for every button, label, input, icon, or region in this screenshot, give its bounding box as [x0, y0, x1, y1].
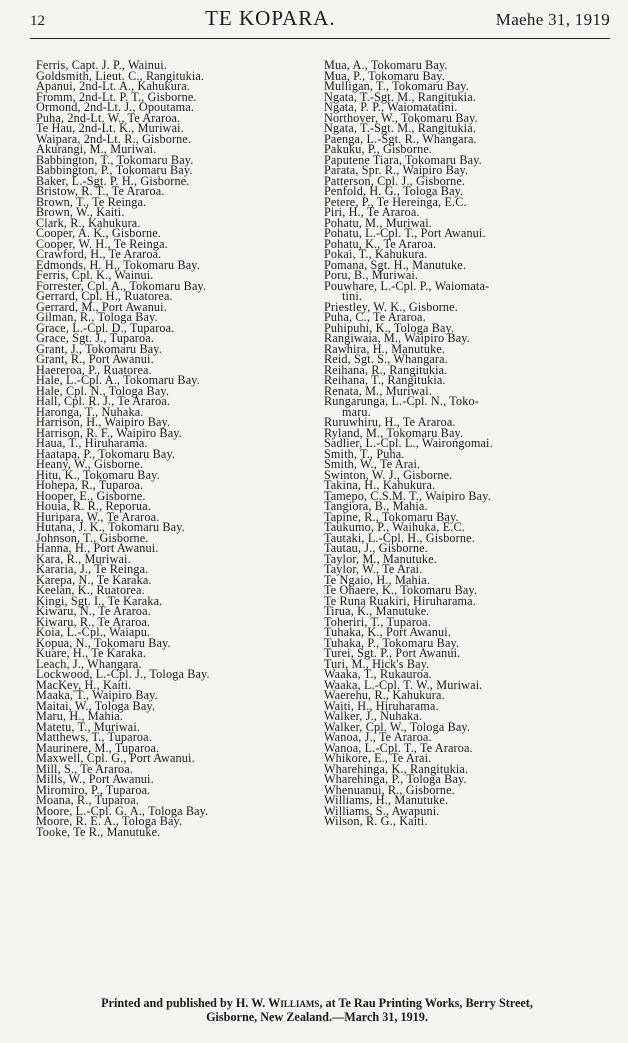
roll-entry: Babbington, P., Tokomaru Bay.	[36, 163, 193, 177]
roll-entry: Toheriri, T., Tuparoa.	[324, 614, 431, 629]
roll-entry: Te Ohaere, K., Tokomaru Bay.	[324, 583, 478, 597]
imprint-footer	[24, 996, 610, 1024]
roll-entry: Pouwhare, L.-Cpl. P., Waiomata-	[324, 278, 490, 293]
header-rule	[30, 38, 610, 39]
roll-entry: Moore, R. E. A., Tologa Bay.	[36, 814, 183, 828]
roll-entry: Waiti, H., Hiruharama.	[324, 698, 439, 713]
roll-entry: Grace, L.-Cpl. D., Tuparoa.	[36, 320, 175, 335]
roll-entry: Grant, J., Tokomaru Bay.	[36, 341, 162, 356]
roll-entry: Harrison, H., Waipiro Bay.	[36, 415, 171, 429]
roll-entry: Grace, Sgt. J., Tuparoa.	[36, 331, 155, 345]
roll-entry: Whikore, E., Te Arai.	[324, 751, 432, 765]
imprint-line-1	[24, 996, 610, 1010]
roll-entry: Wharehinga, K., Rangitukia.	[324, 761, 469, 776]
roll-entry: Hohepa, R., Tuparoa.	[36, 478, 144, 492]
roll-entry: Tirua, K., Manutuke.	[324, 604, 430, 618]
roll-entry: MacKey, H., Kaiti.	[36, 677, 132, 692]
roll-entry: Waerehu, R., Kahukura.	[324, 688, 445, 702]
roll-entry: Goldsmith, Lieut. C., Rangitukia.	[36, 68, 205, 83]
roll-entry: Waaka, L.-Cpl. T. W., Muriwai.	[324, 677, 483, 692]
roll-entry: Maxwell, Cpl. G., Port Awanui.	[36, 751, 195, 765]
roll-entry: tini.	[342, 289, 363, 303]
roll-entry: Pokai, T., Kahukura.	[324, 247, 428, 261]
roll-entry: Ferris, Capt. J. P., Wainui.	[36, 58, 167, 72]
roll-entry: Te Hau, 2nd-Lt. K., Muriwai.	[36, 121, 184, 135]
roll-entry: Williams, S., Awapuni.	[324, 803, 440, 818]
issue-date: Maehe 31, 1919	[495, 10, 610, 29]
roll-entry: Fromm, 2nd-Lt. P. T., Gisborne.	[36, 89, 197, 104]
roll-entry: Puha, C., Te Araroa.	[324, 310, 426, 324]
roll-entry: Ngata, P. P., Waiomatatini.	[324, 100, 458, 114]
roll-entry: Puha, 2nd-Lt. W., Te Araroa.	[36, 110, 181, 125]
roll-entry: Lockwood, L.-Cpl. J., Tologa Bay.	[36, 667, 210, 681]
roll-entry: Moore, L.-Cpl. G. A., Tologa Bay.	[36, 803, 209, 818]
roll-entry: Koia, L.-Cpl., Waiapu.	[36, 625, 151, 639]
roll-entry: Pomana, Sgt. H., Manutuke.	[324, 257, 467, 272]
roll-entry: Puhipuhi, K., Tologa Bay.	[324, 320, 455, 335]
roll-entry: Williams, H., Manutuke.	[324, 793, 449, 807]
page-header	[30, 6, 610, 34]
roll-entry: Te Runa Ruakiri, Hiruharama.	[324, 593, 476, 608]
roll-entry: Keelan, K., Ruatorea.	[36, 583, 145, 597]
roll-entry: Crawford, H., Te Araroa.	[36, 247, 162, 261]
roll-entry: Taukumo, P., Waihuka, E.C.	[324, 520, 465, 534]
roll-entry: Tooke, Te R., Manutuke.	[36, 824, 161, 839]
roll-entry: Wanoa, L.-Cpl. T., Te Araroa.	[324, 740, 473, 755]
roll-entry: Renata, M., Muriwai.	[324, 383, 432, 398]
roll-entry: Gerrard, Cpl. H., Ruatorea.	[36, 289, 173, 303]
roll-entry: Johnson, T., Gisborne.	[36, 530, 149, 545]
roll-entry: Matthews, T., Tuparoa.	[36, 730, 152, 744]
roll-entry: Waaka, T., Rukauroa.	[324, 667, 432, 681]
names-column-right	[324, 60, 614, 827]
roll-entry: Maurinere, M., Tuparoa.	[36, 740, 160, 755]
roll-entry: Tuhaka, P., Tokomaru Bay.	[324, 635, 460, 650]
roll-entry: Maru, H., Mahia.	[36, 709, 124, 723]
roll-entry: Rangiwaia, M., Waipiro Bay.	[324, 331, 470, 345]
roll-entry: Reid, Sgt. S., Whangara.	[324, 352, 448, 366]
roll-entry: Ormond, 2nd-Lt. J., Opoutama.	[36, 100, 195, 114]
roll-entry: Hale, L.-Cpl. A., Tokomaru Bay.	[36, 373, 200, 387]
roll-entry: Mill, S., Te Araroa.	[36, 761, 134, 776]
roll-entry: Kara, R., Muriwai.	[36, 551, 131, 566]
roll-entry: Moana, R., Tuparoa.	[36, 793, 140, 807]
roll-entry: Kararia, J., Te Reinga.	[36, 562, 149, 576]
roll-entry: Tamepo, C.S.M. T., Waipiro Bay.	[324, 488, 491, 503]
roll-entry: Matetu, T., Muriwai.	[36, 719, 141, 734]
roll-entry: Waipara, 2nd-Lt. R., Gisborne.	[36, 131, 192, 146]
roll-entry: Edmonds, H. H., Tokomaru Bay.	[36, 257, 200, 272]
page-number: 12	[30, 13, 45, 29]
roll-entry: Pohatu, L.-Cpl. T., Port Awanui.	[324, 226, 486, 240]
roll-entry: Rawhira, H., Manutuke.	[324, 341, 446, 356]
roll-entry: Babbington, T., Tokomaru Bay.	[36, 152, 194, 167]
roll-entry: Ngata, T.-Sgt. M., Rangitukia.	[324, 121, 476, 135]
roll-entry: Brown, T., Te Reinga.	[36, 194, 147, 209]
roll-entry: Rungarunga, L.-Cpl. N., Toko-	[324, 394, 479, 408]
roll-entry: Te Ngaio, H., Mahia.	[324, 572, 431, 587]
roll-entry: Petere, P., Te Hereinga, E.C.	[324, 194, 467, 209]
roll-entry: Walker, Cpl. W., Tologa Bay.	[324, 719, 471, 734]
roll-entry: Taylor, M., Manutuke.	[324, 551, 437, 566]
imprint-line-2: Gisborne, New Zealand.—March 31, 1919.	[206, 1010, 428, 1024]
roll-entry: Forrester, Cpl. A., Tokomaru Bay.	[36, 278, 207, 293]
roll-entry: Ruruwhiru, H., Te Araroa.	[324, 415, 456, 429]
roll-entry: Haereroa, P., Ruatorea.	[36, 362, 152, 377]
roll-entry: Hale, Cpl. N., Tologa Bay.	[36, 383, 170, 398]
roll-entry: Kiwaru, N., Te Araroa.	[36, 604, 151, 618]
roll-entry: Wharehinga, P., Tologa Bay.	[324, 772, 467, 786]
names-column-left	[36, 60, 314, 837]
roll-entry: Piri, H., Te Araroa.	[324, 205, 420, 219]
imprint-prefix: Printed and published by	[101, 996, 233, 1010]
roll-entry: Hooper, E., Gisborne.	[36, 488, 146, 503]
roll-entry: Ferris, Cpl. K., Wainui.	[36, 268, 154, 282]
roll-entry: Mulligan, T., Tokomaru Bay.	[324, 79, 469, 93]
roll-entry: Tapine, R., Tokomaru Bay.	[324, 509, 459, 524]
roll-entry: Pakuku, P., Gisborne.	[324, 142, 433, 156]
roll-entry: Huripara, W., Te Araroa.	[36, 509, 160, 524]
roll-entry: Houia, R. R., Reporua.	[36, 499, 152, 513]
roll-entry: Gilman, R., Tologa Bay.	[36, 310, 158, 324]
roll-entry: Kingi, Sgt. I., Te Karaka.	[36, 593, 163, 608]
roll-entry: Haronga, T., Nuhaka.	[36, 404, 144, 419]
roll-entry: Mua, P., Tokomaru Bay.	[324, 68, 445, 83]
roll-entry: Poru, B., Muriwai.	[324, 268, 419, 282]
roll-entry: Hutana, J. K., Tokomaru Bay.	[36, 520, 185, 534]
roll-entry: Priestley, W. K., Gisborne.	[324, 299, 458, 314]
roll-entry: Kopua, N., Tokomaru Bay.	[36, 635, 171, 650]
roll-entry: Maitai, W., Tologa Bay.	[36, 698, 156, 713]
roll-entry: Maaka, T., Waipiro Bay.	[36, 688, 158, 702]
roll-entry: Tuhaka, K., Port Awanui.	[324, 625, 451, 639]
roll-entry: Smith, T., Puha.	[324, 446, 405, 461]
roll-entry: Reihana, R., Rangitukia.	[324, 362, 448, 377]
roll-entry: Grant, R., Port Awanui.	[36, 352, 154, 366]
roll-entry: Miromiro, P., Tuparoa.	[36, 782, 151, 797]
roll-entry: Patterson, Cpl. J., Gisborne.	[324, 173, 466, 188]
roll-entry: Takina, H., Kahukura.	[324, 478, 436, 492]
roll-entry: Northover, W., Tokomaru Bay.	[324, 110, 478, 125]
roll-entry: Clark, R., Kahukura.	[36, 215, 141, 230]
roll-entry: Hanna, H., Port Awanui.	[36, 541, 159, 555]
roll-entry: Mills, W., Port Awanui.	[36, 772, 154, 786]
roll-entry: Leach, J., Whangara.	[36, 656, 142, 671]
roll-entry: Baker, L.-Sgt. P. H., Gisborne.	[36, 173, 190, 188]
roll-entry: Tangiora, B., Mahia.	[324, 499, 428, 513]
roll-entry: Sadlier, L.-Cpl. L., Wairongomai.	[324, 436, 493, 450]
roll-entry: Tautaki, L.-Cpl. H., Gisborne.	[324, 530, 475, 545]
roll-entry: Wilson, R. G., Kaiti.	[324, 814, 428, 828]
roll-entry: Ngata, T.-Sgt. M., Rangitukia.	[324, 89, 476, 104]
roll-entry: Pohatu, K., Te Araroa.	[324, 236, 437, 251]
roll-entry: Hitu, K., Tokomaru Bay.	[36, 467, 160, 482]
roll-entry: Pohatu, M., Muriwai.	[324, 215, 432, 230]
roll-entry: Mua, A., Tokomaru Bay.	[324, 58, 448, 72]
roll-entry: Smith, W., Te Arai.	[324, 457, 421, 471]
roll-entry: maru.	[342, 404, 371, 419]
roll-entry: Penfold, H. G., Tologa Bay.	[324, 184, 464, 198]
roll-entry: Karepa, N., Te Karaka.	[36, 572, 152, 587]
roll-entry: Turei, Sgt. P., Port Awanui.	[324, 646, 461, 660]
roll-entry: Taylor, W., Te Arai.	[324, 562, 423, 576]
roll-entry: Parata, Spr. R., Waipiro Bay.	[324, 163, 469, 177]
roll-entry: Haatapa, P., Tokomaru Bay.	[36, 446, 176, 461]
roll-entry: Harrison, R. F., Waipiro Bay.	[36, 425, 182, 440]
roll-entry: Apanui, 2nd-Lt. A., Kahukura.	[36, 79, 190, 93]
roll-entry: Heany, W., Gisborne.	[36, 457, 144, 471]
imprint-publisher: H. W. Williams	[235, 996, 320, 1010]
roll-entry: Kiwaru, R., Te Araroa.	[36, 614, 151, 629]
roll-entry: Wanoa, J., Te Araroa.	[324, 730, 432, 744]
roll-entry: Ryland, M., Tokomaru Bay.	[324, 425, 464, 440]
roll-entry: Akurangi, M., Muriwai.	[36, 142, 157, 156]
roll-entry: Paputene Tiara, Tokomaru Bay.	[324, 152, 482, 167]
imprint-address: , at Te Rau Printing Works, Berry Street,	[319, 996, 533, 1010]
roll-entry: Cooper, W. H., Te Reinga.	[36, 236, 168, 251]
roll-entry: Cooper, A. K., Gisborne.	[36, 226, 161, 240]
roll-entry: Bristow, R. T., Te Araroa.	[36, 184, 165, 198]
roll-entry: Turi, M., Hick's Bay.	[324, 656, 430, 671]
roll-entry: Brown, W., Kaiti.	[36, 205, 125, 219]
roll-entry: Gerrard, M., Port Awanui.	[36, 299, 167, 314]
roll-entry: Hall, Cpl. R. J., Te Araroa.	[36, 394, 171, 408]
roll-entry: Swinton, W. J., Gisborne.	[324, 467, 453, 482]
roll-entry: Walker, J., Nuhaka.	[324, 709, 423, 723]
roll-entry: Kuare, H., Te Karaka.	[36, 646, 147, 660]
roll-entry: Whenuanui, R., Gisborne.	[324, 782, 455, 797]
roll-entry: Tautau, J., Gisborne.	[324, 541, 428, 555]
roll-entry: Reihana, T., Rangitukia.	[324, 373, 446, 387]
roll-entry: Paenga, L.-Sgt. R., Whangara.	[324, 131, 477, 146]
masthead-title: TE KOPARA.	[205, 6, 336, 30]
roll-entry: Haua, T., Hiruharama.	[36, 436, 148, 450]
